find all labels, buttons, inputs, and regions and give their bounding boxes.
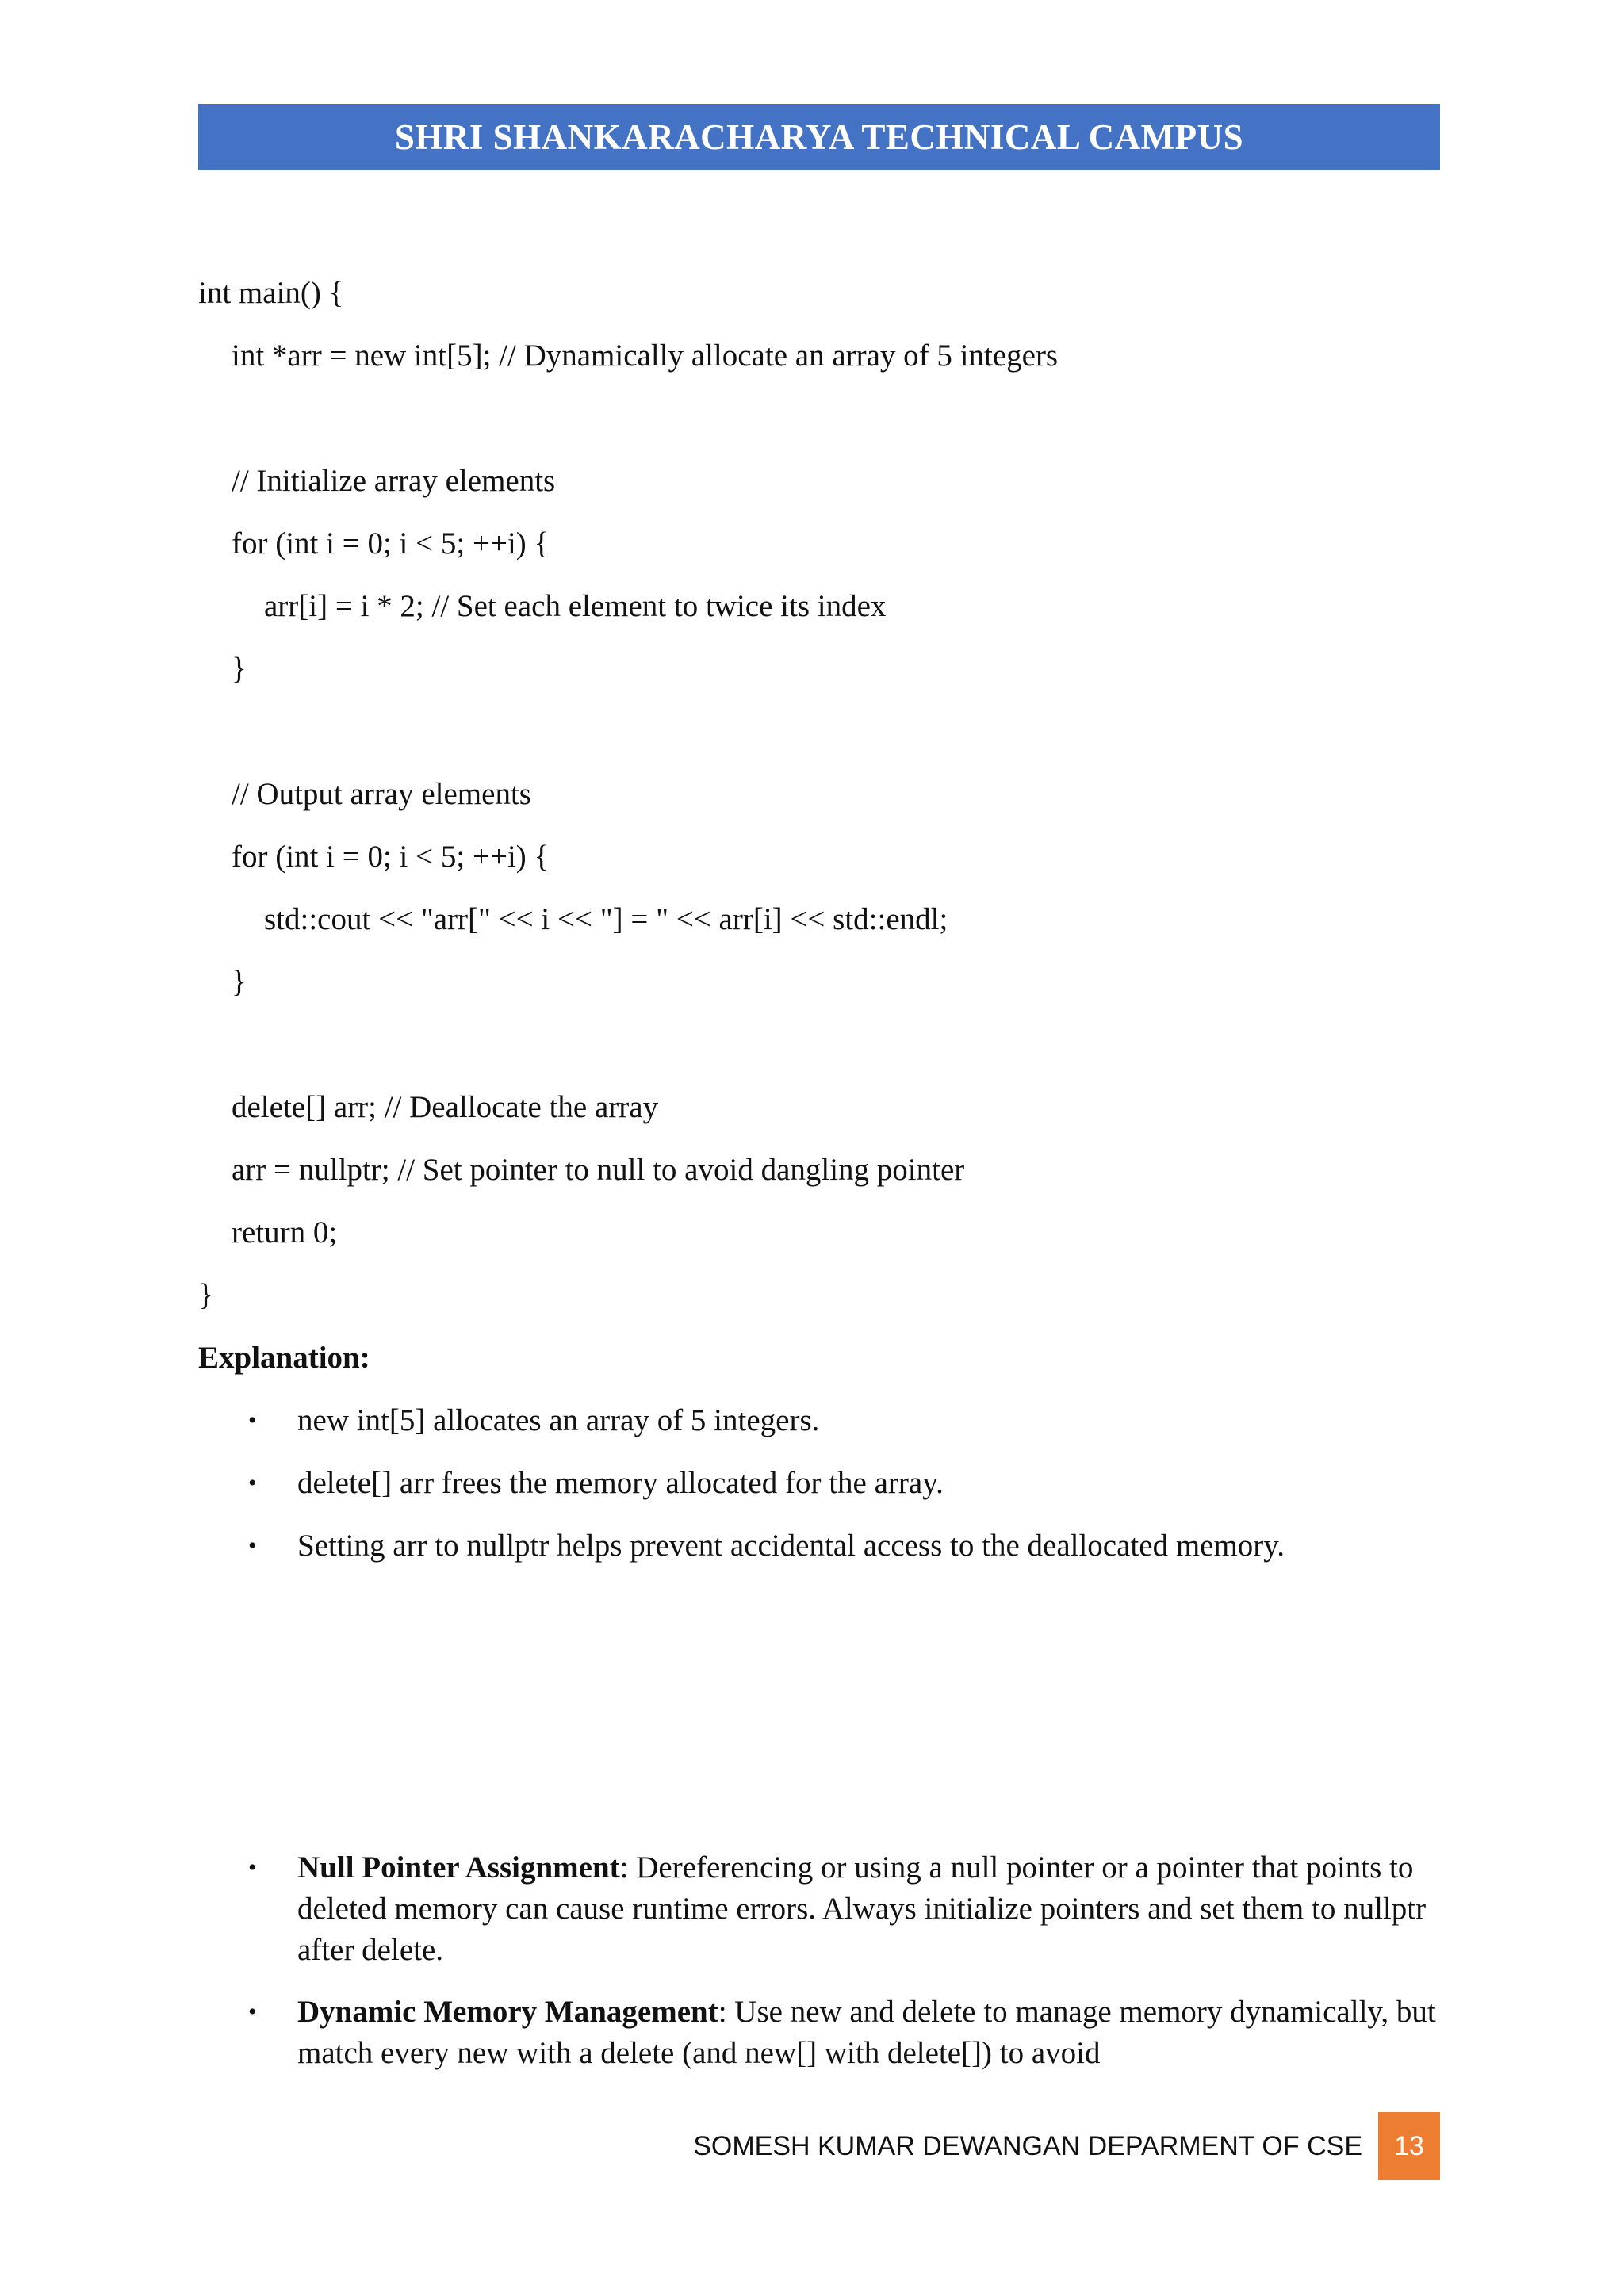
explanation-item: new int[5] allocates an array of 5 integers. [297,1403,820,1437]
code-line: arr[i] = i * 2; // Set each element to twice its index [264,589,887,623]
tip-item [297,1992,1439,2074]
tip-text: : Dereferencing or using a null pointer or a pointer that points to deleted memory can cause runtime errors. Always initialize pointers and set them to nullptr after delete. [297,1850,1427,1967]
code-line: int *arr = new int[5]; // Dynamically allocate an array of 5 integers [232,339,1059,373]
page-header-title: SHRI SHANKARACHARYA TECHNICAL CAMPUS [198,104,1440,170]
tip-text: : Use new and delete to manage memory dynamically, but match every new with a delete (and new[] with delete[]) to avoid [297,1995,1436,2070]
code-line: int main() { [198,276,344,310]
code-line: for (int i = 0; i < 5; ++i) { [232,840,550,874]
code-line: } [232,965,247,999]
explanation-item: delete[] arr frees the memory allocated for the array. [297,1466,944,1500]
footer-author: SOMESH KUMAR DEWANGAN DEPARMENT OF CSE [693,2131,1362,2161]
code-comment-line: // Initialize array elements [232,464,556,498]
code-line: std::cout << "arr[" << i << "] = " << arr[i] << std::endl; [264,902,948,936]
code-line: } [232,652,247,686]
bullet-icon: • [248,1470,257,1496]
bullet-icon: • [248,1533,257,1559]
tip-item [297,1847,1439,1971]
code-line: return 0; [232,1215,338,1249]
code-line: } [198,1278,213,1312]
tip-title: Null Pointer Assignment [297,1850,620,1885]
bullet-icon: • [248,1407,257,1433]
bullet-icon: • [248,1854,257,1881]
tip-title: Dynamic Memory Management [297,1995,718,2029]
bullet-icon: • [248,1999,257,2025]
code-line: for (int i = 0; i < 5; ++i) { [232,526,550,561]
page-number: 13 [1378,2112,1440,2180]
code-line: arr = nullptr; // Set pointer to null to avoid dangling pointer [232,1153,965,1187]
explanation-item: Setting arr to nullptr helps prevent accidental access to the deallocated memory. [297,1529,1285,1563]
code-comment-line: // Output array elements [232,777,531,811]
explanation-heading: Explanation: [198,1341,370,1375]
code-line: delete[] arr; // Deallocate the array [232,1090,659,1124]
